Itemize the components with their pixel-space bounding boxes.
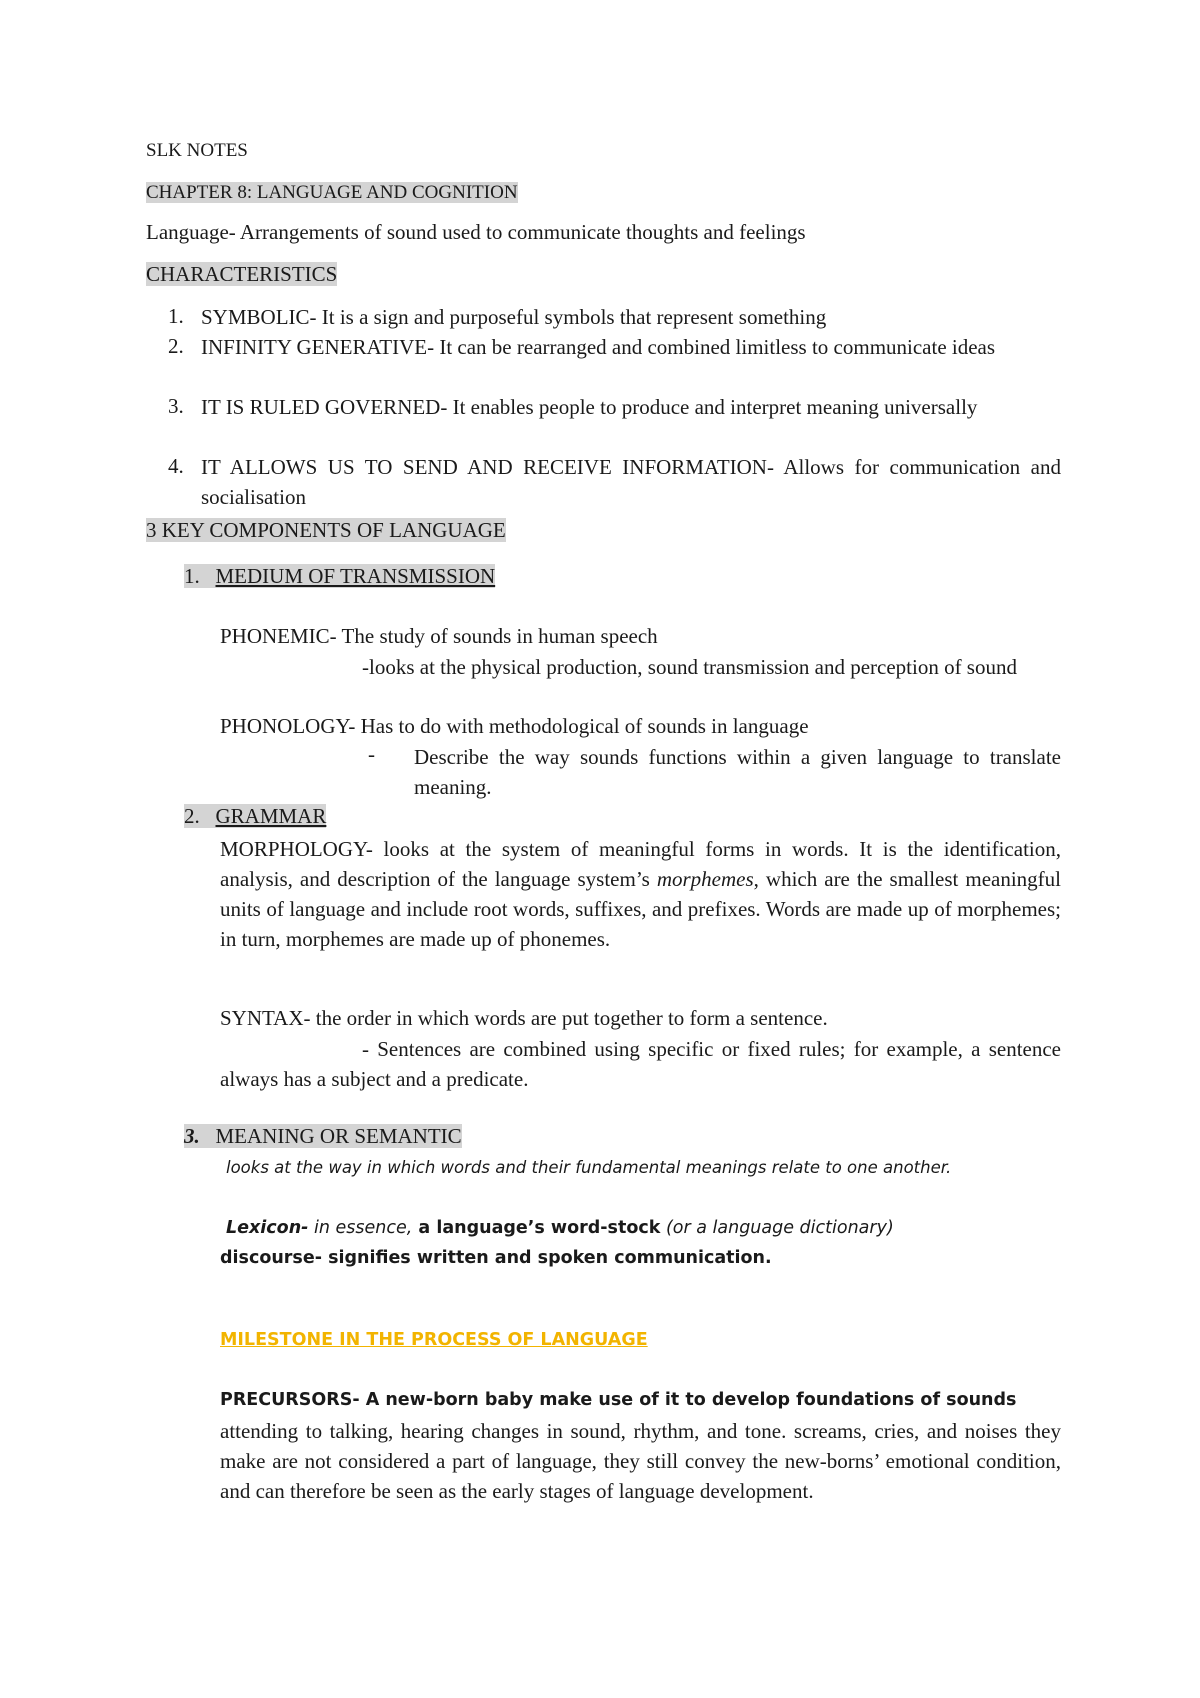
lexicon-paren: (or a language dictionary) — [660, 1218, 894, 1238]
list-number: 4. — [168, 454, 184, 478]
list-number: 2. — [168, 334, 184, 358]
phonemic-detail: -looks at the physical production, sound transmission and perception of sound — [362, 655, 1017, 679]
characteristic-item: IT IS RULED GOVERNED- It enables people to produce and interpret meaning universally — [201, 395, 978, 419]
syntax-detail: - Sentences are combined using specific or fixed rules; for example, a sentence always has a subject and a predicate. — [220, 1037, 1061, 1091]
chapter-heading — [146, 182, 518, 204]
notes-title: SLK NOTES — [146, 140, 248, 161]
component-3-highlight — [184, 1124, 462, 1148]
characteristic-item: SYMBOLIC- It is a sign and purposeful symbols that represent something — [201, 305, 827, 329]
precursors-lead: A new-born baby make use of it to develop foundations of sounds — [359, 1390, 1017, 1410]
component-title: GRAMMAR — [215, 804, 327, 828]
phonology-line: PHONOLOGY- Has to do with methodological of sounds in language — [220, 714, 809, 738]
component-2-heading — [184, 804, 326, 829]
component-number: 3. — [184, 1124, 200, 1148]
characteristic-item: INFINITY GENERATIVE- It can be rearranged and combined limitless to communicate ideas — [201, 335, 996, 359]
lexicon-line — [226, 1218, 894, 1238]
morphology-text-cont: , which are the smallest meaningful units of language and include root words, suffixes, and prefixes. Words are made up of morphemes; in turn, morphemes are made up of phonemes. — [220, 867, 1062, 951]
component-1-heading — [184, 564, 495, 589]
lexicon-term: Lexicon- — [226, 1218, 309, 1238]
dash-bullet: - — [368, 742, 375, 766]
language-definition: Language- Arrangements of sound used to communicate thoughts and feelings — [146, 220, 806, 244]
phonology-detail: Describe the way sounds functions within a given language to translate meaning. — [414, 745, 1061, 799]
semantic-description: looks at the way in which words and their fundamental meanings relate to one another. — [226, 1158, 952, 1177]
precursors-term: PRECURSORS- — [220, 1390, 360, 1410]
syntax-line: SYNTAX- the order in which words are put together to form a sentence. — [220, 1006, 828, 1030]
component-3-heading — [184, 1124, 462, 1149]
phonemic-line: PHONEMIC- The study of sounds in human speech — [220, 624, 658, 648]
discourse-line: discourse- signifies written and spoken communication. — [220, 1248, 772, 1268]
morphology-text: MORPHOLOGY- looks at the system of meaningful forms in words. It is the identification, analysis, and description of the language system’s — [220, 837, 1061, 891]
components-heading-text: 3 KEY COMPONENTS OF LANGUAGE — [146, 518, 506, 542]
characteristics-heading-text: CHARACTERISTICS — [146, 262, 338, 286]
precursors-heading — [220, 1390, 1016, 1410]
component-2-highlight — [184, 804, 326, 828]
component-1-highlight — [184, 564, 495, 588]
component-title: MEDIUM OF TRANSMISSION — [215, 564, 496, 588]
list-number: 3. — [168, 394, 184, 418]
component-number: 1. — [184, 564, 200, 588]
components-heading — [146, 518, 506, 543]
list-number: 1. — [168, 304, 184, 328]
lexicon-bold: a language’s word-stock — [412, 1218, 661, 1238]
morphemes-term: morphemes — [656, 867, 754, 891]
chapter-heading-text: CHAPTER 8: LANGUAGE AND COGNITION — [146, 182, 518, 203]
lexicon-italic: in essence, — [308, 1218, 413, 1238]
component-title: MEANING OR SEMANTIC — [215, 1124, 462, 1148]
component-number: 2. — [184, 804, 200, 828]
milestone-heading: MILESTONE IN THE PROCESS OF LANGUAGE — [220, 1330, 648, 1350]
precursors-body: attending to talking, hearing changes in sound, rhythm, and tone. screams, cries, and noises they make are not considered a part of language, they still convey the new-borns’ emotional condition, and can therefore be seen as the early stages of language development. — [220, 1419, 1061, 1503]
characteristics-heading — [146, 262, 337, 287]
morphology-paragraph — [220, 834, 1061, 954]
characteristic-item: IT ALLOWS US TO SEND AND RECEIVE INFORMATION- Allows for communication and socialisation — [201, 455, 1061, 509]
